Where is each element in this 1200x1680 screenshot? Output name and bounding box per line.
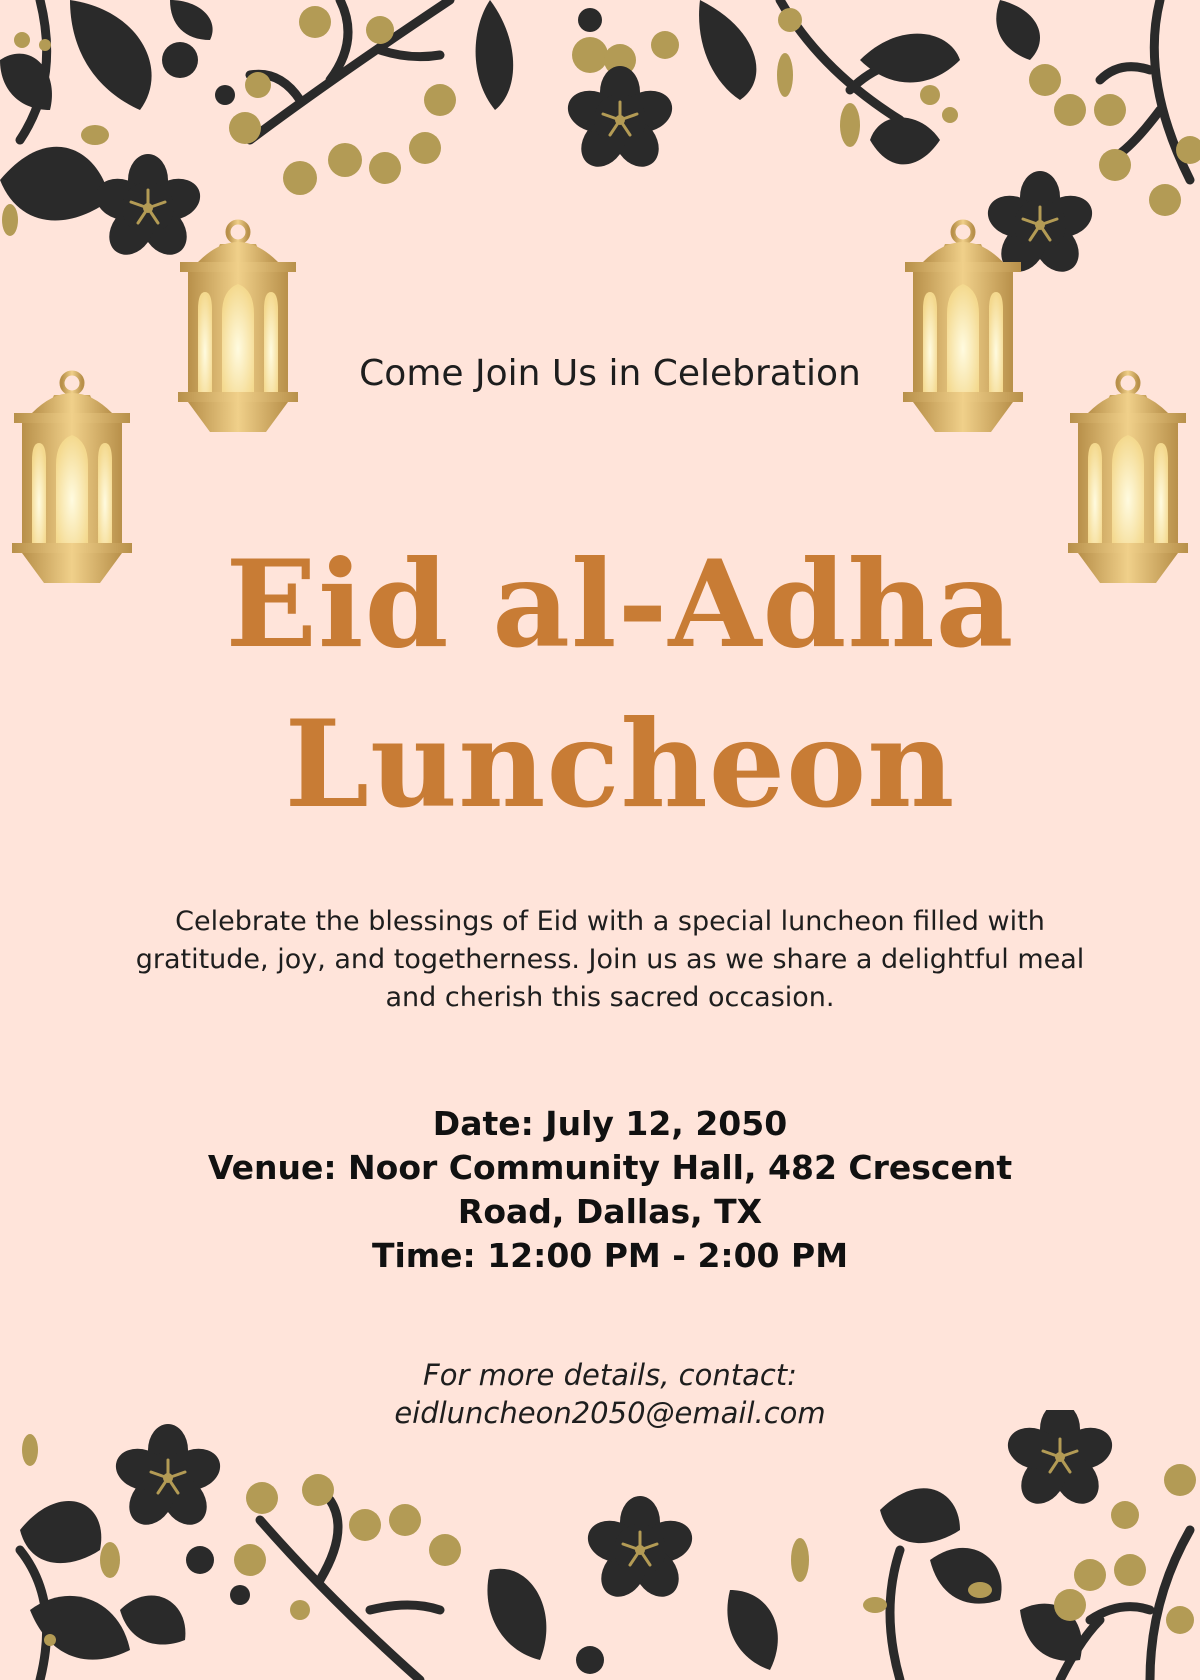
bottom-decoration	[0, 1410, 1200, 1680]
contact-prompt: For more details, contact:	[423, 1358, 797, 1392]
event-venue: Venue: Noor Community Hall, 482 Crescent Road, Dallas, TX	[207, 1148, 1013, 1231]
event-date: Date: July 12, 2050	[432, 1104, 788, 1143]
event-time: Time: 12:00 PM - 2:00 PM	[371, 1236, 849, 1275]
contact-info	[300, 1356, 920, 1432]
event-title: Eid al-Adha Luncheon	[225, 534, 1015, 835]
contact-email[interactable]: eidluncheon2050@email.com	[394, 1396, 826, 1430]
event-description: Celebrate the blessings of Eid with a special luncheon filled with gratitude, joy, and togetherness. Join us as we share a delightful meal and cherish this sacred occasion.	[135, 906, 1085, 1013]
hanging-lantern-icon	[178, 222, 298, 432]
event-details	[170, 1102, 1050, 1278]
intro-text: Come Join Us in Celebration	[359, 353, 861, 394]
